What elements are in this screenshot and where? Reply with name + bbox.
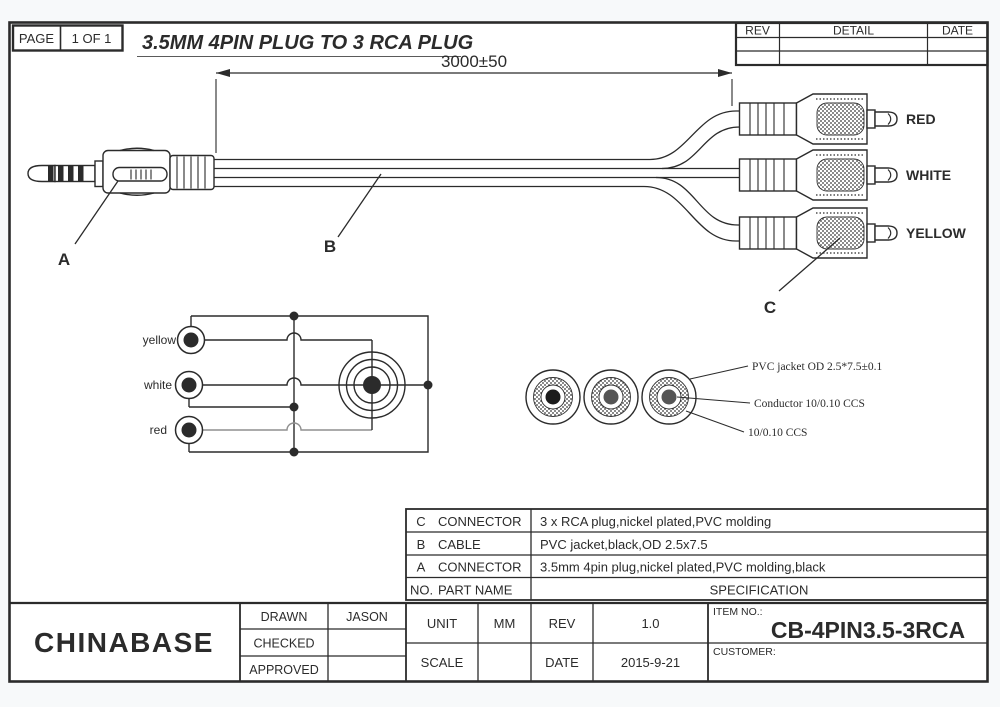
rca-knurl <box>817 159 864 191</box>
date-col-header: DATE <box>941 23 974 38</box>
spec-footer-part: PART NAME <box>438 582 513 598</box>
rev-label: REV <box>548 616 576 631</box>
item-no-label: ITEM NO.: <box>713 606 763 618</box>
callout-a: A <box>57 250 71 269</box>
date-value: 2015-9-21 <box>620 655 681 670</box>
drawn-value: JASON <box>346 610 388 624</box>
rca-pin <box>875 112 897 126</box>
rca-label-red: RED <box>906 111 936 127</box>
page-value: 1 OF 1 <box>71 31 112 46</box>
rca-label-yellow: YELLOW <box>906 225 966 241</box>
rca-pin <box>875 226 897 240</box>
company-name: CHINABASE <box>34 627 214 658</box>
unit-value: MM <box>493 616 516 631</box>
spec-row-spec: 3 x RCA plug,nickel plated,PVC molding <box>540 514 772 529</box>
scale-label: SCALE <box>420 655 464 670</box>
jack-label-yellow: yellow <box>142 333 176 347</box>
spec-row-spec: 3.5mm 4pin plug,nickel plated,PVC molding,black <box>540 559 826 575</box>
note-jacket: PVC jacket OD 2.5*7.5±0.1 <box>752 361 883 373</box>
plug-collar <box>95 161 103 187</box>
rev-value: 1.0 <box>641 616 660 631</box>
rca-knurl <box>817 217 864 249</box>
callout-b: B <box>323 237 337 256</box>
spec-footer-no: NO. <box>410 582 434 598</box>
spec-row-part: CABLE <box>438 537 481 552</box>
drawn-label: DRAWN <box>260 610 308 624</box>
checked-label: CHECKED <box>253 636 315 651</box>
approved-label: APPROVED <box>249 663 319 677</box>
item-no-value: CB-4PIN3.5-3RCA <box>770 617 966 643</box>
rev-col-header: REV <box>745 23 770 38</box>
spec-row-no: B <box>416 537 426 552</box>
page-label: PAGE <box>18 31 55 46</box>
spec-row-no: A <box>416 559 426 575</box>
spec-row-spec: PVC jacket,black,OD 2.5x7.5 <box>540 537 708 552</box>
jack-label-white: white <box>143 378 172 392</box>
spec-row-part: CONNECTOR <box>438 514 522 529</box>
spec-row-no: C <box>416 514 426 529</box>
note-conductor: Conductor 10/0.10 CCS <box>754 398 865 410</box>
rca-knurl <box>817 103 864 135</box>
jack-label-red: red <box>149 423 167 437</box>
note-shield: 10/0.10 CCS <box>748 427 808 439</box>
dimension-text: 3000±50 <box>440 52 508 71</box>
date-label: DATE <box>545 655 579 670</box>
spec-row-part: CONNECTOR <box>438 559 522 575</box>
spec-footer-spec: SPECIFICATION <box>709 582 809 598</box>
callout-c: C <box>763 298 777 317</box>
unit-label: UNIT <box>426 616 458 631</box>
rca-pin <box>875 168 897 182</box>
sheet-title: 3.5MM 4PIN PLUG TO 3 RCA PLUG <box>142 32 474 54</box>
customer-label: CUSTOMER: <box>713 646 776 658</box>
plug-tip-contact <box>363 376 381 394</box>
rca-label-white: WHITE <box>906 167 952 183</box>
detail-col-header: DETAIL <box>832 23 875 38</box>
